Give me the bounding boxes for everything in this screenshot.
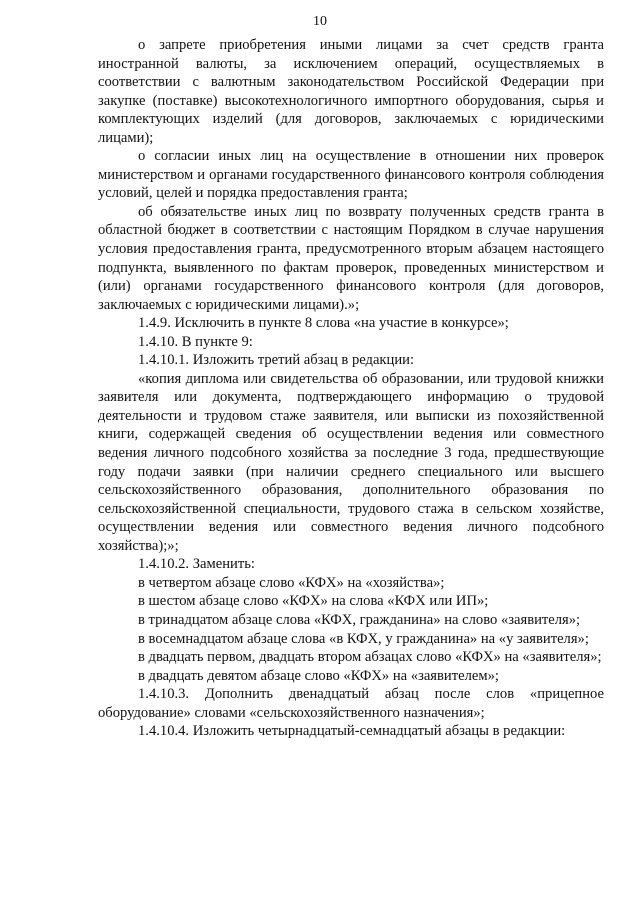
paragraph: в восемнадцатом абзаце слова «в КФХ, у гражданина» на «у заявителя»; — [138, 630, 589, 647]
paragraph: 1.4.10.2. Заменить: — [138, 556, 255, 573]
paragraph: в двадцать первом, двадцать втором абзацах слово «КФХ» на «заявителя»; — [138, 649, 602, 666]
paragraph: об обязательстве иных лиц по возврату полученных средств гранта в областной бюджет в соответствии с настоящим Порядком в случае нарушения условия предоставления гранта, предусмотренного вторым абзацем настоящего подпункта, выявленного по фактам проверок, проведенных министерством и (или) органами государственного финансового контроля (для договоров, заключаемых с юридическими лицами).»; — [98, 203, 604, 313]
page-number: 10 — [313, 14, 327, 29]
document-body — [98, 36, 604, 741]
paragraph: о согласии иных лиц на осуществление в отношении них проверок министерством и органами государственного финансового контроля соблюдения условий, целей и порядка предоставления гранта; — [98, 148, 604, 202]
paragraph: «копия диплома или свидетельства об образовании, или трудовой книжки заявителя или документа, подтверждающего информацию о трудовой деятельности и трудовом стаже заявителя, или выписки из похозяйственной книги, содержащей сведения об осуществлении ведения или совместного ведения личного подсобного хозяйства за последние 3 года, предшествующие году подачи заявки (при наличии среднего специального или высшего сельскохозяйственного образования, дополнительного образования по сельскохозяйственной специальности, трудового стажа в сельском хозяйстве, осуществлении ведения или совместного ведения личного подсобного хозяйства);»; — [98, 370, 604, 554]
paragraph: в четвертом абзаце слово «КФХ» на «хозяйства»; — [138, 574, 445, 591]
paragraph: о запрете приобретения иными лицами за счет средств гранта иностранной валюты, за исключением операций, осуществляемых в соответствии с валютным законодательством Российской Федерации при закупке (поставке) высокотехнологичного импортного оборудования, сырья и комплектующих изделий (для договоров, заключаемых с юридическими лицами); — [98, 37, 604, 146]
paragraph: 1.4.10.3. Дополнить двенадцатый абзац после слов «прицепное оборудование» словами «сельскохозяйственного назначения»; — [98, 686, 604, 721]
paragraph: в двадцать девятом абзаце слово «КФХ» на «заявителем»; — [138, 667, 499, 684]
paragraph: 1.4.9. Исключить в пункте 8 слова «на участие в конкурсе»; — [138, 315, 509, 332]
paragraph: 1.4.10.4. Изложить четырнадцатый-семнадцатый абзацы в редакции: — [138, 723, 566, 740]
paragraph: в тринадцатом абзаце слова «КФХ, гражданина» на слово «заявителя»; — [138, 611, 581, 628]
paragraph: в шестом абзаце слово «КФХ» на слова «КФХ или ИП»; — [138, 593, 489, 610]
paragraph: 1.4.10.1. Изложить третий абзац в редакции: — [138, 352, 414, 369]
paragraph: 1.4.10. В пункте 9: — [138, 333, 253, 350]
